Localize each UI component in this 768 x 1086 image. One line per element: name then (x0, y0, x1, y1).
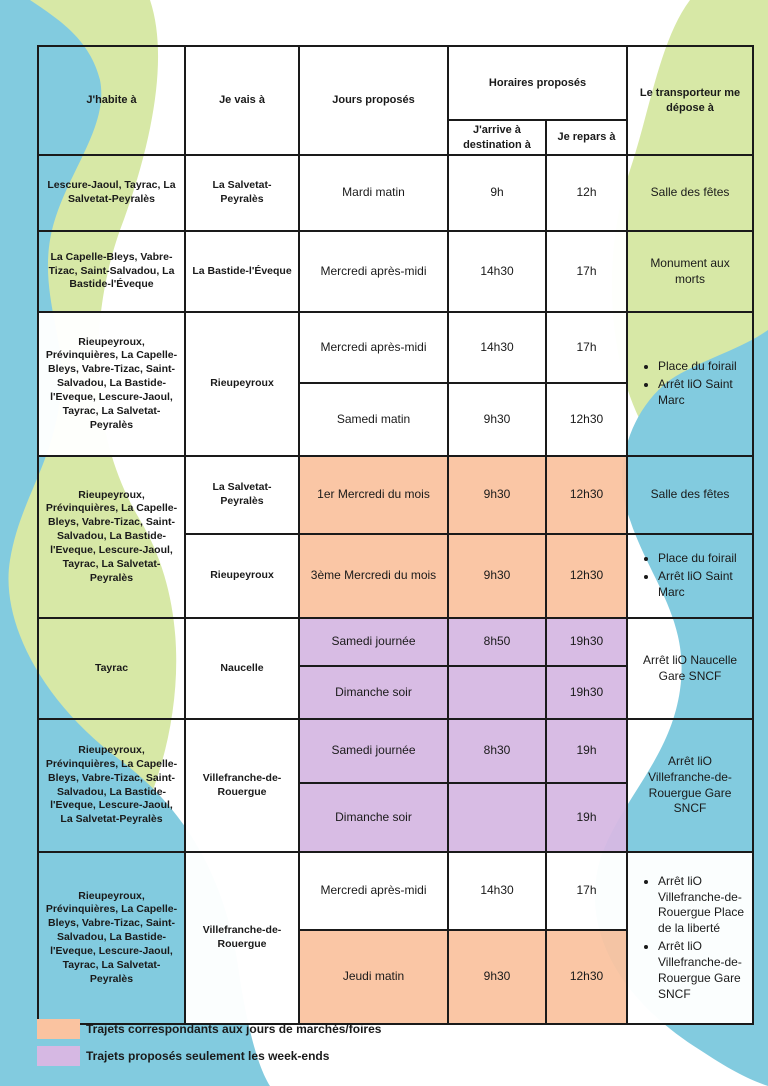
legend-market-swatch (37, 1019, 80, 1039)
origin-cell: Tayrac (38, 618, 185, 719)
arrive-cell: 9h30 (448, 534, 546, 618)
arrive-cell (448, 666, 546, 719)
drop-stop: • Arrêt liO Villefranche-de-Rouergue Place de la liberté (658, 874, 746, 937)
arrive-cell (448, 783, 546, 852)
depart-cell: 19h (546, 719, 627, 783)
drop-cell: Monument aux morts (627, 231, 753, 312)
destination-cell: La Salvetat-Peyralès (185, 155, 299, 231)
legend-market (37, 1019, 381, 1039)
drop-cell (627, 852, 753, 1024)
origin-cell: Rieupeyroux, Prévinquières, La Capelle-Bleys, Vabre-Tizac, Saint-Salvadou, La Bastide-l'Eveque, Lescure-Jaoul, La Salvetat-Peyralès (38, 719, 185, 852)
destination-cell: Villefranche-de-Rouergue (185, 852, 299, 1024)
origin-cell: La Capelle-Bleys, Vabre-Tizac, Saint-Salvadou, La Bastide-l'Éveque (38, 231, 185, 312)
day-cell: Dimanche soir (299, 666, 448, 719)
arrive-cell: 9h30 (448, 383, 546, 456)
drop-cell (627, 534, 753, 618)
depart-cell: 12h (546, 155, 627, 231)
day-cell: Samedi matin (299, 383, 448, 456)
arrive-cell: 14h30 (448, 231, 546, 312)
day-cell: Mercredi après-midi (299, 231, 448, 312)
day-cell: Jeudi matin (299, 930, 448, 1024)
table-row (38, 719, 753, 783)
destination-cell: La Salvetat-Peyralès (185, 456, 299, 534)
header-drop: Le transporteur me dépose à (627, 46, 753, 155)
day-cell: Mercredi après-midi (299, 312, 448, 383)
arrive-cell: 14h30 (448, 312, 546, 383)
day-cell: 1er Mercredi du mois (299, 456, 448, 534)
table-row (38, 456, 753, 534)
depart-cell: 19h (546, 783, 627, 852)
depart-cell: 12h30 (546, 534, 627, 618)
schedule-table (37, 45, 754, 1025)
header-to: Je vais à (185, 46, 299, 155)
arrive-cell: 9h (448, 155, 546, 231)
drop-cell: Arrêt liO Villefranche-de-Rouergue Gare SNCF (627, 719, 753, 852)
legend-weekend (37, 1046, 329, 1066)
destination-cell: La Bastide-l'Éveque (185, 231, 299, 312)
drop-stop: • Arrêt liO Villefranche-de-Rouergue Gare SNCF (658, 939, 746, 1002)
table-row (38, 231, 753, 312)
depart-cell: 17h (546, 312, 627, 383)
day-cell: Mardi matin (299, 155, 448, 231)
destination-cell: Rieupeyroux (185, 312, 299, 456)
depart-cell: 19h30 (546, 666, 627, 719)
depart-cell: 12h30 (546, 456, 627, 534)
table-row (38, 155, 753, 231)
header-arrive: J'arrive à destination à (448, 120, 546, 155)
origin-cell: Rieupeyroux, Prévinquières, La Capelle-Bleys, Vabre-Tizac, Saint-Salvadou, La Bastide-l'Eveque, Lescure-Jaoul, Tayrac, La Salvetat-Peyralès (38, 852, 185, 1024)
legend-market-label: Trajets correspondants aux jours de marchés/foires (86, 1022, 382, 1036)
drop-stop: • Arrêt liO Saint Marc (658, 569, 746, 601)
drop-stop: • Place du foirail (658, 359, 746, 375)
header-depart: Je repars à (546, 120, 627, 155)
arrive-cell: 9h30 (448, 930, 546, 1024)
drop-cell: Salle des fêtes (627, 456, 753, 534)
header-from: J'habite à (38, 46, 185, 155)
destination-cell: Villefranche-de-Rouergue (185, 719, 299, 852)
arrive-cell: 8h50 (448, 618, 546, 666)
origin-cell: Rieupeyroux, Prévinquières, La Capelle-Bleys, Vabre-Tizac, Saint-Salvadou, La Bastide-l'Eveque, Lescure-Jaoul, Tayrac, La Salvetat-Peyralès (38, 312, 185, 456)
header-times-group: Horaires proposés (448, 46, 627, 120)
depart-cell: 17h (546, 231, 627, 312)
drop-stop: • Arrêt liO Saint Marc (658, 377, 746, 409)
legend-weekend-label: Trajets proposés seulement les week-ends (86, 1049, 330, 1063)
drop-stop: • Place du foirail (658, 551, 746, 567)
day-cell: Samedi journée (299, 719, 448, 783)
arrive-cell: 9h30 (448, 456, 546, 534)
depart-cell: 19h30 (546, 618, 627, 666)
arrive-cell: 14h30 (448, 852, 546, 930)
origin-cell: Lescure-Jaoul, Tayrac, La Salvetat-Peyralès (38, 155, 185, 231)
header-days: Jours proposés (299, 46, 448, 155)
table-row (38, 618, 753, 666)
depart-cell: 12h30 (546, 383, 627, 456)
destination-cell: Naucelle (185, 618, 299, 719)
depart-cell: 12h30 (546, 930, 627, 1024)
destination-cell: Rieupeyroux (185, 534, 299, 618)
drop-cell: Salle des fêtes (627, 155, 753, 231)
drop-cell: Arrêt liO Naucelle Gare SNCF (627, 618, 753, 719)
origin-cell: Rieupeyroux, Prévinquières, La Capelle-Bleys, Vabre-Tizac, Saint-Salvadou, La Bastide-l'Eveque, Lescure-Jaoul, Tayrac, La Salvetat-Peyralès (38, 456, 185, 618)
legend-weekend-swatch (37, 1046, 80, 1066)
table-row (38, 312, 753, 383)
day-cell: 3ème Mercredi du mois (299, 534, 448, 618)
day-cell: Dimanche soir (299, 783, 448, 852)
day-cell: Samedi journée (299, 618, 448, 666)
day-cell: Mercredi après-midi (299, 852, 448, 930)
depart-cell: 17h (546, 852, 627, 930)
drop-cell (627, 312, 753, 456)
table-row (38, 852, 753, 930)
arrive-cell: 8h30 (448, 719, 546, 783)
